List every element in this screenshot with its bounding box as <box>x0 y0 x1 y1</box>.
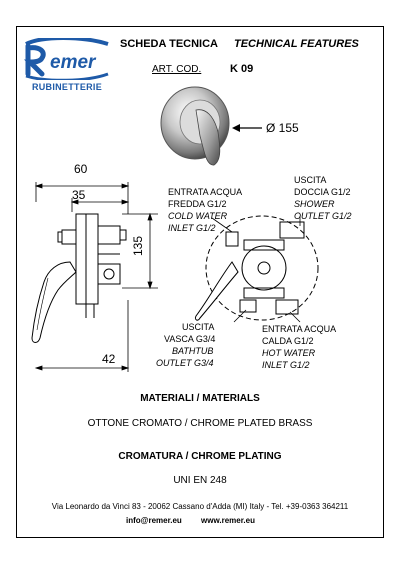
materials-value: OTTONE CROMATO / CHROME PLATED BRASS <box>87 418 313 429</box>
plating-title: CROMATURA / CHROME PLATING <box>118 451 282 462</box>
plating-value: UNI EN 248 <box>173 475 227 486</box>
shower-outlet-it-2: DOCCIA G1/2 <box>294 187 351 197</box>
cold-inlet-it-1: ENTRATA ACQUA <box>168 187 243 197</box>
dim-35: 35 <box>72 188 86 202</box>
shower-outlet-en-2: OUTLET G1/2 <box>294 211 352 221</box>
cold-inlet-en-1: COLD WATER <box>168 211 228 221</box>
footer-email[interactable]: info@remer.eu <box>126 516 182 525</box>
cold-inlet-en-2: INLET G1/2 <box>168 223 216 233</box>
hot-inlet-en-2: INLET G1/2 <box>262 360 310 370</box>
logo-subtitle: RUBINETTERIE <box>31 82 103 92</box>
hot-inlet-it-2: CALDA G1/2 <box>262 336 314 346</box>
hot-inlet-en-1: HOT WATER <box>262 348 316 358</box>
dim-60: 60 <box>74 162 88 176</box>
svg-text:emer: emer <box>50 52 96 73</box>
bathtub-outlet-en-2: OUTLET G3/4 <box>156 358 214 368</box>
art-code-value: K 09 <box>230 63 254 75</box>
footer-address: Via Leonardo da Vinci 83 - 20062 Cassano d'Adda (MI) Italy - Tel. +39-0363 364211 <box>51 502 349 511</box>
shower-outlet-it-1: USCITA <box>294 175 327 185</box>
title-italian: SCHEDA TECNICA <box>120 38 218 50</box>
cold-inlet-it-2: FREDDA G1/2 <box>168 199 227 209</box>
dim-42: 42 <box>102 352 116 366</box>
bathtub-outlet-en-1: BATHTUB <box>172 346 214 356</box>
bathtub-outlet-it-2: VASCA G3/4 <box>164 334 216 344</box>
bathtub-outlet-it-1: USCITA <box>182 322 215 332</box>
materials-title: MATERIALI / MATERIALS <box>140 393 260 404</box>
title-english: TECHNICAL FEATURES <box>234 38 359 50</box>
art-code-label: ART. COD. <box>152 64 202 75</box>
dim-135: 135 <box>131 235 145 256</box>
footer-website[interactable]: www.remer.eu <box>201 516 255 525</box>
plate-diameter: Ø 155 <box>266 121 299 135</box>
hot-inlet-it-1: ENTRATA ACQUA <box>262 324 337 334</box>
shower-outlet-en-1: SHOWER <box>294 199 335 209</box>
